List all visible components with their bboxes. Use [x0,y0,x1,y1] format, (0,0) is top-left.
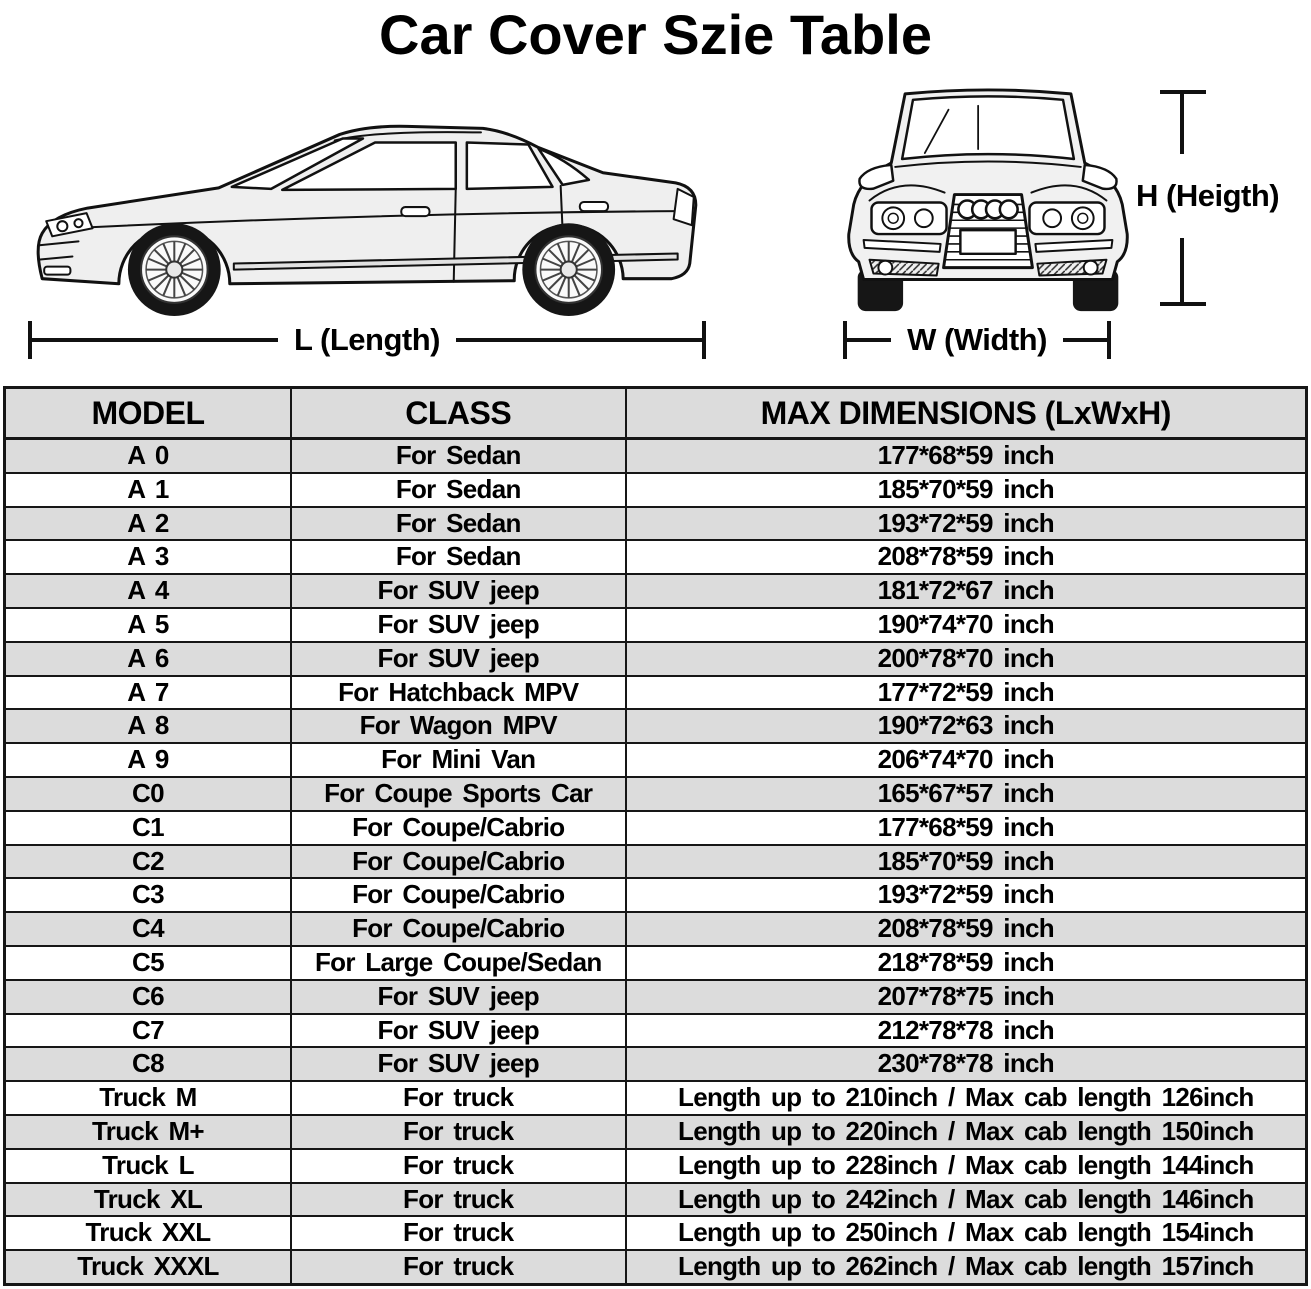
dimensions-cell: 177*68*59 inch [626,439,1307,473]
dimensions-cell: 212*78*78 inch [626,1014,1307,1048]
class-cell: For truck [291,1183,626,1217]
dimensions-cell: 190*72*63 inch [626,709,1307,743]
dimension-tick [1107,321,1111,359]
model-cell: A 4 [5,574,291,608]
model-cell: A 2 [5,507,291,541]
model-cell: C5 [5,946,291,980]
dimensions-cell: 200*78*70 inch [626,642,1307,676]
model-cell: C6 [5,980,291,1014]
height-dimension [1136,90,1311,312]
table-row [5,1047,1307,1081]
table-row [5,1216,1307,1250]
dimensions-cell: 218*78*59 inch [626,946,1307,980]
model-cell: A 8 [5,709,291,743]
class-cell: For truck [291,1250,626,1284]
table-row [5,845,1307,879]
table-row [5,676,1307,710]
dimension-line [1180,94,1184,154]
model-cell: A 6 [5,642,291,676]
table-row [5,1014,1307,1048]
dimensions-cell: 177*68*59 inch [626,811,1307,845]
table-row [5,1183,1307,1217]
model-cell: A 1 [5,473,291,507]
table-row [5,777,1307,811]
class-cell: For SUV jeep [291,574,626,608]
model-cell: C4 [5,912,291,946]
dimensions-cell: 206*74*70 inch [626,743,1307,777]
model-cell: A 0 [5,439,291,473]
table-row [5,1250,1307,1284]
class-cell: For truck [291,1115,626,1149]
class-cell: For truck [291,1149,626,1183]
size-table [3,386,1308,1286]
model-cell: C7 [5,1014,291,1048]
class-cell: For Coupe/Cabrio [291,845,626,879]
height-label: H (Heigth) [1136,178,1280,213]
class-cell: For truck [291,1216,626,1250]
table-row [5,642,1307,676]
header-class: CLASS [291,388,626,439]
dimensions-cell: 208*78*59 inch [626,912,1307,946]
table-row [5,608,1307,642]
sedan-side-view-icon [30,84,710,316]
dimensions-cell: Length up to 250inch / Max cab length 154inch [626,1216,1307,1250]
dimension-line [1180,238,1184,302]
class-cell: For Wagon MPV [291,709,626,743]
table-row [5,1115,1307,1149]
class-cell: For Coupe/Cabrio [291,912,626,946]
width-dimension [843,318,1111,362]
class-cell: For SUV jeep [291,1014,626,1048]
class-cell: For Large Coupe/Sedan [291,946,626,980]
class-cell: For Sedan [291,507,626,541]
dimensions-cell: 190*74*70 inch [626,608,1307,642]
dimension-tick [1160,302,1206,306]
class-cell: For Sedan [291,439,626,473]
dimensions-cell: Length up to 228inch / Max cab length 144inch [626,1149,1307,1183]
class-cell: For SUV jeep [291,1047,626,1081]
table-row [5,946,1307,980]
model-cell: Truck M+ [5,1115,291,1149]
table-row [5,709,1307,743]
dimensions-cell: 208*78*59 inch [626,540,1307,574]
model-cell: Truck L [5,1149,291,1183]
model-cell: A 3 [5,540,291,574]
table-row [5,439,1307,473]
table-row [5,743,1307,777]
width-label: W (Width) [907,322,1047,357]
header-max-dimensions: MAX DIMENSIONS (LxWxH) [626,388,1307,439]
model-cell: C8 [5,1047,291,1081]
model-cell: A 7 [5,676,291,710]
table-row [5,1149,1307,1183]
dimension-line [1063,338,1107,342]
dimension-tick [702,321,706,359]
table-row [5,811,1307,845]
table-row [5,574,1307,608]
class-cell: For Mini Van [291,743,626,777]
class-cell: For truck [291,1081,626,1115]
dimensions-cell: 177*72*59 inch [626,676,1307,710]
model-cell: Truck XL [5,1183,291,1217]
dimensions-cell: 185*70*59 inch [626,473,1307,507]
dimension-line [32,338,278,342]
dimensions-cell: 165*67*57 inch [626,777,1307,811]
dimensions-cell: 193*72*59 inch [626,878,1307,912]
dimensions-cell: 207*78*75 inch [626,980,1307,1014]
class-cell: For Hatchback MPV [291,676,626,710]
dimensions-cell: 230*78*78 inch [626,1047,1307,1081]
dimension-line [847,338,891,342]
dimensions-cell: 181*72*67 inch [626,574,1307,608]
class-cell: For SUV jeep [291,642,626,676]
table-header-row [5,388,1307,439]
model-cell: A 9 [5,743,291,777]
size-table-body [5,439,1307,1285]
table-row [5,1081,1307,1115]
class-cell: For Sedan [291,540,626,574]
dimensions-cell: Length up to 210inch / Max cab length 126inch [626,1081,1307,1115]
model-cell: Truck XXXL [5,1250,291,1284]
length-dimension [28,318,706,362]
model-cell: C2 [5,845,291,879]
class-cell: For Sedan [291,473,626,507]
table-row [5,878,1307,912]
dimensions-cell: 193*72*59 inch [626,507,1307,541]
page-title: Car Cover Szie Table [379,3,932,66]
model-cell: Truck M [5,1081,291,1115]
model-cell: Truck XXL [5,1216,291,1250]
class-cell: For Coupe/Cabrio [291,811,626,845]
class-cell: For Coupe Sports Car [291,777,626,811]
dimensions-cell: Length up to 220inch / Max cab length 150inch [626,1115,1307,1149]
table-row [5,507,1307,541]
class-cell: For Coupe/Cabrio [291,878,626,912]
class-cell: For SUV jeep [291,980,626,1014]
model-cell: C3 [5,878,291,912]
model-cell: C1 [5,811,291,845]
header-model: MODEL [5,388,291,439]
class-cell: For SUV jeep [291,608,626,642]
model-cell: C0 [5,777,291,811]
dimension-line [456,338,702,342]
car-front-view-icon [826,84,1150,316]
length-label: L (Length) [294,322,440,357]
model-cell: A 5 [5,608,291,642]
table-row [5,540,1307,574]
table-row [5,473,1307,507]
dimensions-cell: 185*70*59 inch [626,845,1307,879]
dimensions-cell: Length up to 262inch / Max cab length 157inch [626,1250,1307,1284]
table-row [5,980,1307,1014]
table-row [5,912,1307,946]
dimensions-cell: Length up to 242inch / Max cab length 146inch [626,1183,1307,1217]
